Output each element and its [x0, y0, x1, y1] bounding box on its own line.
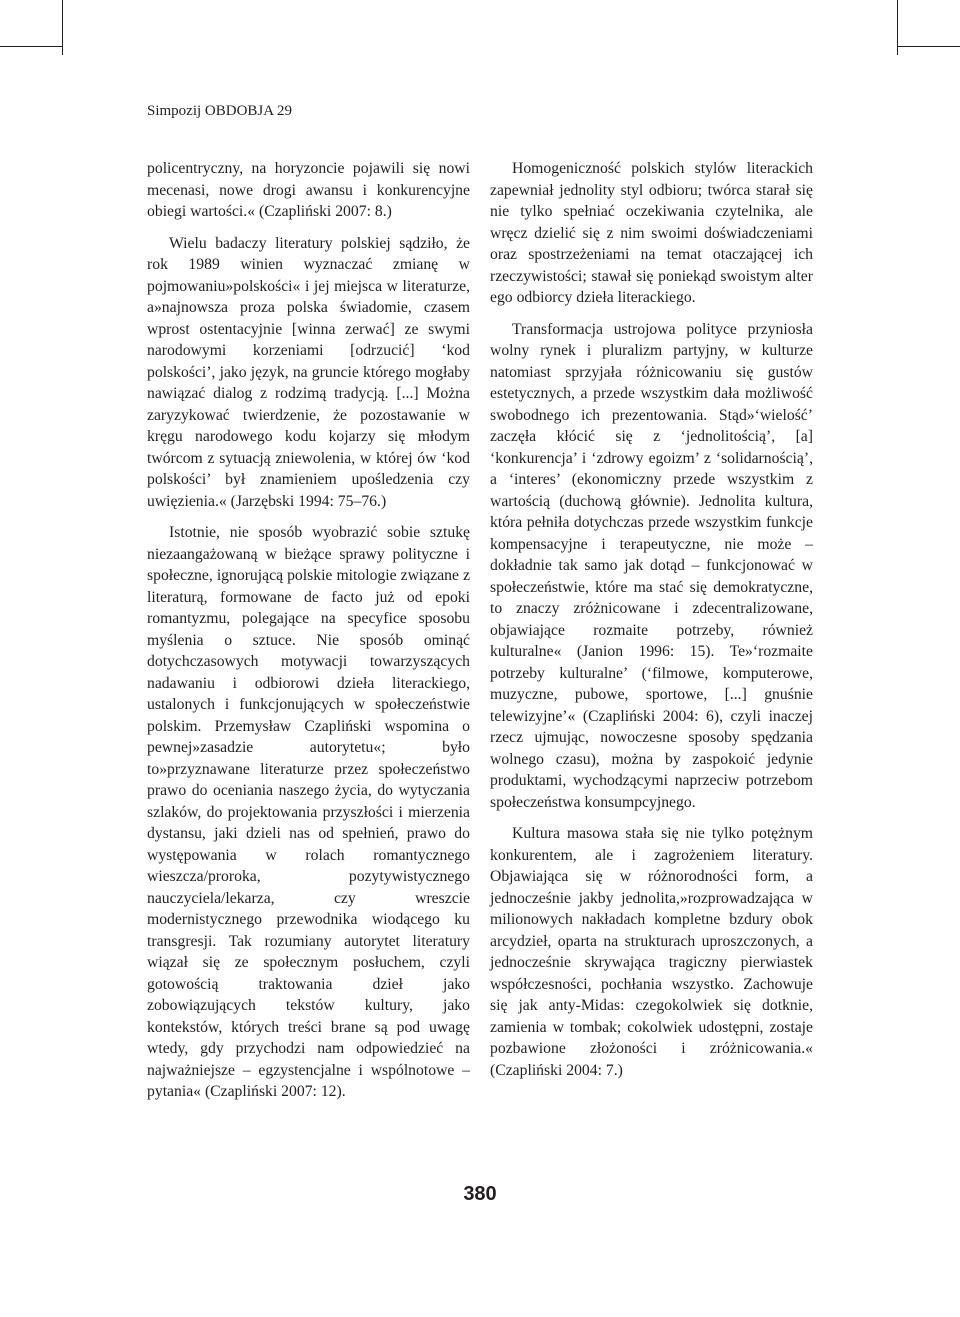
crop-mark-top-left — [62, 0, 63, 55]
paragraph: Kultura masowa stała się nie tylko potężnym konkurentem, ale i zagrożeniem literatury. Objawiająca się w różnorodności form, a jednocześnie jakby jednolita,»rozprowadzająca w milionowych nakładach kompletne bzdury obok arcydzieł, oparta na strukturach uproszczonych, a jednocześnie skrywająca tragiczny pierwiastek współczesności, pochłania wszystko. Zachowuje się jak anty-Midas: czegokolwiek się dotknie, zamienia w tombak; cokolwiek udostępni, zostaje pozbawione złożoności i zróżnicowania.« (Czapliński 2004: 7.) — [490, 825, 813, 1079]
paragraph: Istotnie, nie sposób wyobrazić sobie sztukę niezaangażowaną w bieżące sprawy polityczne i społeczne, ignorującą polskie mitologie związane z literaturą, formowane de facto już od epoki romantyzmu, polegające na specyfice sposobu myślenia o sztuce. Nie sposób ominąć dotychczasowych motywacji towarzyszących nadawaniu i odbiorowi dzieła literackiego, ustalonych i funkcjonujących w społeczeństwie polskim. Przemysław Czapliński wspomina o pewnej»zasadzie autorytetu«; było to»przyznawane literaturze przez społeczeństwo prawo do oceniania naszego życia, do wytyczania szlaków, do projektowania przyszłości i mierzenia dystansu, jaki dzieli nas od spełnień, prawo do występowania w rolach romantycznego wieszcza/proroka, pozytywistycznego nauczyciela/lekarza, czy wreszcie modernistycznego przewodnika wiodącego ku transgresji. Tak rozumiany autorytet literatury wiązał się ze społecznym posłuchem, czyli gotowością traktowania dzieł jako zobowiązujących tekstów kultury, jako kontekstów, których treści brane są pod uwagę wtedy, gdy przychodzi nam odpowiedzieć na najważniejsze – egzystencjalne i wspólnotowe – pytania« (Czapliński 2007: 12). — [147, 524, 470, 1100]
left-column — [147, 158, 470, 1113]
paragraph: Homogeniczność polskich stylów literackich zapewniał jednolity styl odbioru; twórca starał się nie tylko spełniać oczekiwania czytelnika, ale wręcz dzielić się z nim swoimi doświadczeniami oraz spostrzeżeniami na temat otaczającej ich rzeczywistości; stawał się poniekąd swoistym alter ego odbiorcy dzieła literackiego. — [490, 160, 813, 306]
running-header: Simpozij OBDOBJA 29 — [147, 103, 293, 119]
paragraph: Transformacja ustrojowa polityce przyniosła wolny rynek i pluralizm partyjny, w kulturze natomiast sprzyjała różnicowaniu się gustów estetycznych, a przede wszystkim dała możliwość swobodnego ich prezentowania. Stąd»‘wielość’ zaczęła kłócić się z ‘jednolitością’, [a] ‘konkurencja’ i ‘zdrowy egoizm’ z ‘solidarnością’, a ‘interes’ (ekonomiczny przede wszystkim z wartością (duchową głównie). Jednolita kultura, która pełniła dotychczas przede wszystkim funkcje kompensacyjne i terapeutyczne, nie może – dokładnie tak samo jak dotąd – funkcjonować w społeczeństwie, które ma stać się demokratyczne, to znaczy zróżnicowane i zdecentralizowane, objawiające rozmaite potrzeby, również kulturalne« (Janion 1996: 15). Te»‘rozmaite potrzeby kulturalne’ (‘filmowe, komputerowe, muzyczne, pubowe, sportowe, [...] gnuśnie telewizyjne’« (Czapliński 2004: 6), czyli inaczej rzecz ujmując, nowoczesne sposoby spędzania wolnego czasu), można by zaspokoić jedynie produktami, wychodzącymi naprzeciw potrzebom społeczeństwa konsumpcyjnego. — [490, 320, 813, 811]
right-column — [490, 158, 813, 1091]
page-number: 380 — [463, 1183, 497, 1205]
paragraph: policentryczny, na horyzoncie pojawili się nowi mecenasi, nowe drogi awansu i konkurencyjne obiegi wartości.« (Czapliński 2007: 8.) — [147, 160, 470, 220]
crop-mark-top-left-horizontal — [0, 46, 62, 47]
crop-mark-top-right-horizontal — [898, 46, 960, 47]
paragraph: Wielu badaczy literatury polskiej sądziło, że rok 1989 winien wyznaczać zmianę w pojmowaniu»polskości« i jej miejsca w literaturze, a»najnowsza proza polska świadomie, czasem wprost ostentacyjnie [winna zerwać] ze swymi narodowymi korzeniami [odrzucić] ‘kod polskości’, jako język, na gruncie którego mogłaby nawiązać dialog z rodzimą tradycją. [...] Można zaryzykować twierdzenie, że pozostawanie w kręgu narodowego kodu kojarzy się młodym twórcom z sytuacją zniewolenia, w której ów ‘kod polskości’ był znamieniem upośledzenia czy uwięzienia.« (Jarzębski 1994: 75–76.) — [147, 234, 470, 510]
